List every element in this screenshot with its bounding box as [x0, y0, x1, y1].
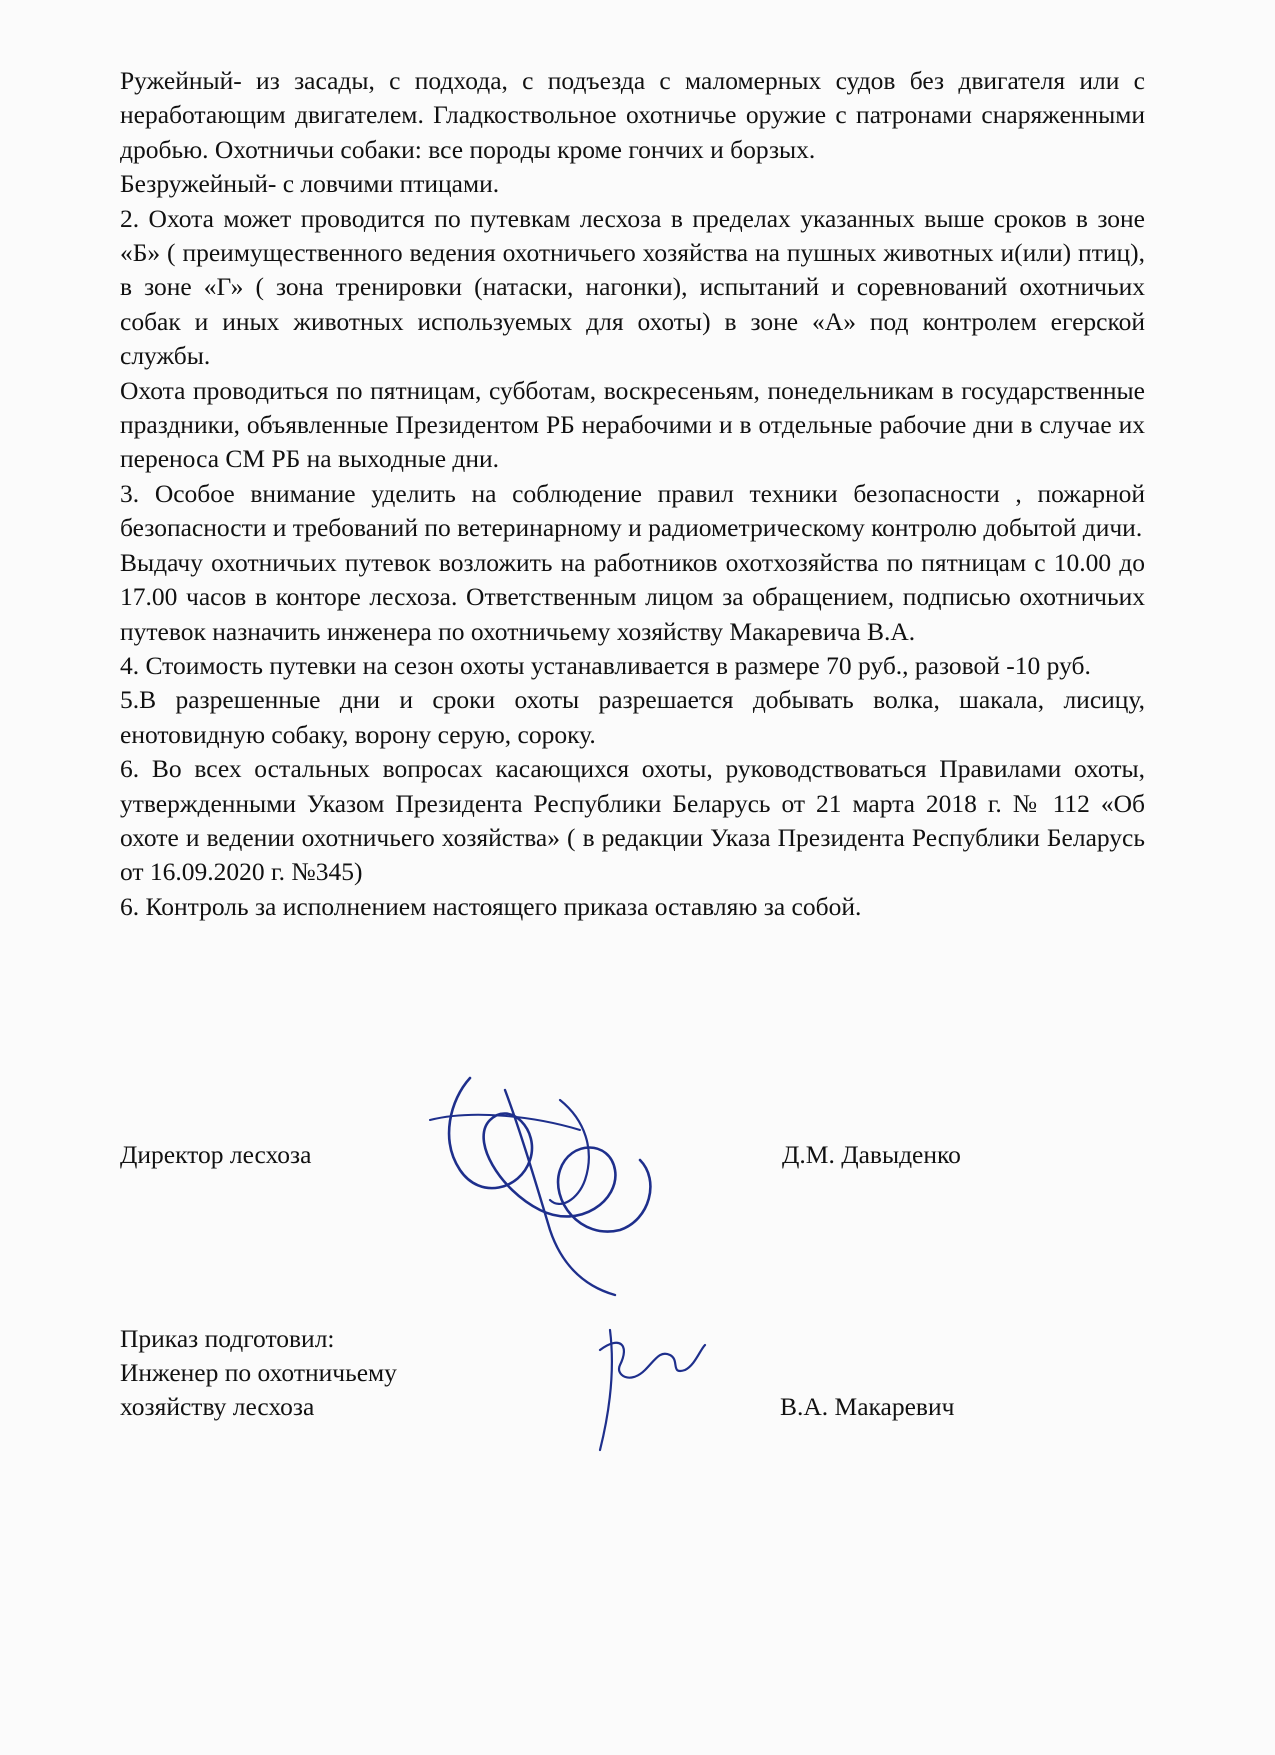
director-signature-block: [120, 1138, 1145, 1172]
prepared-by-block: [120, 1322, 1145, 1424]
prepared-by-position: Инженер по охотничьему: [120, 1358, 397, 1387]
paragraph-item-4-cost: 4. Стоимость путевки на сезон охоты устанавливается в размере 70 руб., разовой -10 руб.: [120, 650, 1091, 680]
director-name: Д.М. Давыденко: [782, 1140, 961, 1169]
engineer-name: В.А. Макаревич: [780, 1392, 955, 1421]
paragraph-no-gun-hunting: Безружейный- с ловчими птицами.: [120, 169, 500, 199]
order-body: [120, 64, 1145, 924]
paragraph-hunting-methods: Ружейный- из засады, с подхода, с подъезда с маломерных судов без двигателя или с неработающим двигателем. Гладкоствольное охотничье оружие с патронами снаряженными дробью. Охотничьи собаки: все породы кроме гончих и борзых.: [120, 66, 1145, 164]
director-title: Директор лесхоза: [120, 1140, 312, 1169]
prepared-by-label: Приказ подготовил:: [120, 1324, 335, 1353]
paragraph-hunting-days: Охота проводиться по пятницам, субботам, воскресеньям, понедельникам в государственные праздники, объявленные Президентом РБ нерабочими и в отдельные рабочие дни в случае их переноса СМ РБ на выходные дни.: [120, 375, 1145, 474]
director-signature: [410, 1060, 700, 1300]
prepared-by-position-2: хозяйству лесхоза: [120, 1392, 315, 1421]
paragraph-item-3-safety: 3. Особое внимание уделить на соблюдение правил техники безопасности , пожарной безопасности и требований по ветеринарному и радиометрическому контролю добытой дичи.: [120, 478, 1145, 543]
paragraph-item-6-control: 6. Контроль за исполнением настоящего приказа оставляю за собой.: [120, 891, 862, 921]
paragraph-item-5-species: 5.В разрешенные дни и сроки охоты разрешается добывать волка, шакала, лисицу, енотовидную собаку, ворону серую, сороку.: [120, 685, 1145, 749]
paragraph-permit-issue: Выдачу охотничьих путевок возложить на работников охотхозяйства по пятницам с 10.00 до 17.00 часов в конторе лесхоза. Ответственным лицом за обращением, подписью охотничьих путевок назначить инженера по охотничьему хозяйству Макаревича В.А.: [120, 547, 1145, 646]
paragraph-item-2-zones: 2. Охота может проводится по путевкам лесхоза в пределах указанных выше сроков в зоне «Б» ( преимущественного ведения охотничьего хозяйства на пушных животных и(или) птиц), в зоне «Г» ( зона тренировки (натаски, нагонки), испытаний и соревнований охотничьих собак и иных животных используемых для охоты) в зоне «А» под контролем егерской службы.: [120, 203, 1145, 371]
paragraph-item-6-rules: 6. Во всех остальных вопросах касающихся охоты, руководствоваться Правилами охоты, утвержденными Указом Президента Республики Беларусь от 21 марта 2018 г. № 112 «Об охоте и ведении охотничьего хозяйства» ( в редакции Указа Президента Республики Беларусь от 16.09.2020 г. №345): [120, 754, 1145, 887]
